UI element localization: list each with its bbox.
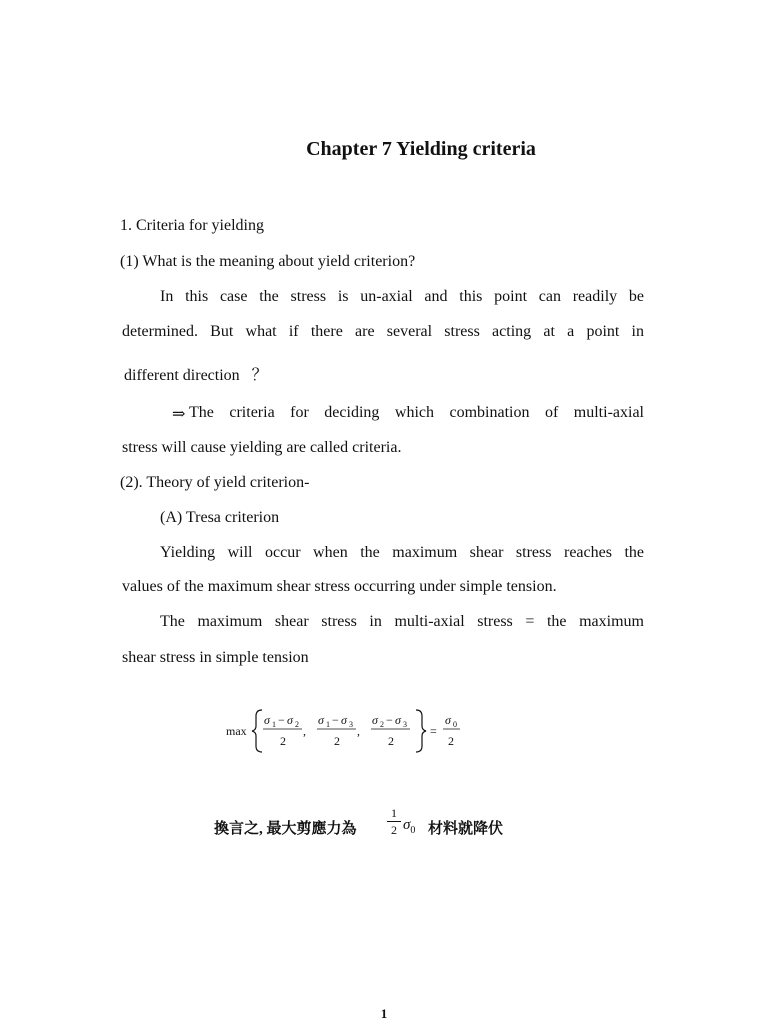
paragraph-line: shear stress in simple tension — [122, 649, 309, 666]
svg-text:2: 2 — [388, 734, 394, 748]
formula-rhs — [443, 713, 460, 748]
svg-text:σ: σ — [341, 713, 347, 727]
tresca-formula — [226, 706, 466, 756]
svg-text:−: − — [386, 713, 393, 727]
paragraph-text: different direction — [124, 367, 240, 384]
svg-text:σ: σ — [264, 713, 270, 727]
implies-arrow-icon: ⇒ — [172, 406, 186, 423]
svg-text:2: 2 — [295, 720, 299, 729]
chinese-text-after: 材料就降伏 — [428, 821, 504, 837]
svg-text:1: 1 — [326, 720, 330, 729]
formula-term — [371, 713, 410, 748]
svg-text:σ: σ — [287, 713, 293, 727]
svg-text:2: 2 — [380, 720, 384, 729]
svg-text:σ: σ — [395, 713, 401, 727]
question-mark: ？ — [251, 367, 268, 384]
formula-equals: = — [430, 724, 437, 738]
paragraph-line: Yielding will occur when the maximum shear stress reaches the — [160, 544, 644, 561]
svg-text:2: 2 — [448, 734, 454, 748]
sigma-zero: $\sigma_0$ — [403, 817, 416, 836]
svg-text:3: 3 — [403, 720, 407, 729]
chinese-text-before: 換言之, 最大剪應力為 — [214, 821, 357, 837]
paragraph-line — [124, 362, 268, 385]
svg-text:3: 3 — [349, 720, 353, 729]
page-number: 1 — [380, 1006, 388, 1021]
subsection-heading-tresca: (A) Tresa criterion — [160, 509, 280, 526]
svg-text:1: 1 — [272, 720, 276, 729]
question-heading-meaning: (1) What is the meaning about yield criterion? — [120, 253, 416, 270]
fraction-one-half: 1 2 — [387, 806, 401, 837]
paragraph-text: The criteria for deciding which combination of multi-axial — [189, 404, 644, 421]
formula-term — [317, 713, 356, 748]
svg-text:2: 2 — [280, 734, 286, 748]
paragraph-line: values of the maximum shear stress occurring under simple tension. — [122, 578, 557, 595]
section-heading-criteria: 1. Criteria for yielding — [120, 217, 264, 234]
paragraph-line: determined. But what if there are several stress acting at a point in — [122, 323, 644, 340]
svg-text:−: − — [278, 713, 285, 727]
svg-text:σ: σ — [318, 713, 324, 727]
left-brace-icon — [252, 710, 262, 752]
svg-text:0: 0 — [453, 720, 457, 729]
svg-text:σ: σ — [445, 713, 451, 727]
paragraph-line: stress will cause yielding are called criteria. — [122, 439, 402, 456]
chapter-title: Chapter 7 Yielding criteria — [306, 138, 536, 160]
svg-text:2: 2 — [334, 734, 340, 748]
paragraph-line: In this case the stress is un-axial and this point can readily be — [160, 288, 644, 305]
svg-text:σ: σ — [372, 713, 378, 727]
formula-separator: , — [303, 724, 306, 738]
paragraph-line: The maximum shear stress in multi-axial stress = the maximum — [160, 613, 644, 630]
chinese-summary-line — [214, 806, 534, 846]
section-heading-theory: (2). Theory of yield criterion- — [120, 474, 310, 491]
svg-text:−: − — [332, 713, 339, 727]
formula-term — [263, 713, 302, 748]
right-brace-icon — [416, 710, 426, 752]
formula-separator: , — [357, 724, 360, 738]
formula-max: max — [226, 724, 247, 738]
